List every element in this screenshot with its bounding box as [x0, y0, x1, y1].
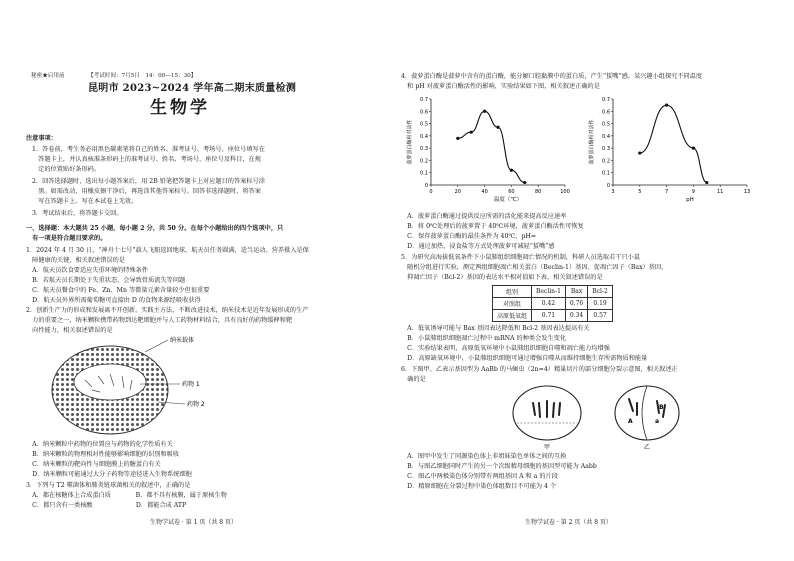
table-cell: 0.71	[532, 310, 566, 322]
cell-division-figure	[497, 383, 697, 451]
x-axis-label: 温度（℃）	[493, 197, 523, 203]
table-header-row	[493, 286, 613, 298]
table-cell: 0.34	[565, 310, 587, 322]
data-point	[470, 131, 473, 134]
x-tick-label: 7	[665, 189, 669, 195]
series-line	[640, 105, 707, 182]
notes-heading: 注意事项：	[26, 135, 57, 142]
question-2-stem: 2．创新生产力的形成和发展离不开创新。实践主方法，不断改进技术，纳米技术是近年发展形成的生产	[26, 307, 309, 314]
note-line: 定的位置贴好条形码。	[32, 166, 101, 173]
option: D．纳米颗粒可能通过大分子药物等途径进入生物系统细胞	[26, 471, 192, 478]
table-cell: 高原低氧组	[493, 310, 532, 322]
y-tick-label: 0.6	[602, 109, 610, 116]
x-tick-label: 13	[743, 189, 751, 195]
temperature-chart	[405, 93, 575, 208]
x-tick-label: 3	[611, 189, 615, 195]
x-tick-label: 0	[429, 189, 433, 195]
y-axis-label: 菠萝蛋白酶相对活性	[589, 119, 595, 165]
x-tick-label: 20	[454, 189, 461, 195]
y-tick-label: 0.3	[602, 146, 610, 153]
nanoparticle-core	[74, 364, 146, 400]
y-tick-label: 0.2	[420, 158, 428, 165]
x-tick-label: 80	[535, 189, 542, 195]
x-tick-label: 40	[481, 189, 488, 195]
y-tick-label: 0	[424, 183, 428, 189]
note-line: 答题卡上，并认真核准条形码上的准考证号、姓名、考场号、座位号及科目，在规	[32, 156, 261, 163]
figure-label: 药物 1	[182, 381, 200, 388]
option: B．将 0℃处理后的菠萝置于 40℃环境，菠萝蛋白酶活性可恢复	[401, 223, 584, 230]
secret-label: 秘密★启用前	[31, 73, 65, 79]
option: C．航天员餐食中的 Fe、Zn、Mn 等微量元素含量较少但很重要	[26, 287, 210, 294]
x-tick-label: 60	[508, 189, 515, 195]
nanoparticle-figure	[40, 332, 240, 440]
x-tick-label: 5	[638, 189, 642, 195]
x-axis-label: pH	[686, 197, 694, 203]
page-right	[397, 0, 794, 561]
y-tick-label: 0.1	[602, 170, 610, 177]
question-6-stem: 6．下图甲、乙表示基因型为 AaBb 的马蛔虫（2n=4）精巢切片的部分细胞分裂示意图，相关叙述正	[401, 366, 678, 373]
exam-time: 【考试时间：7月5日 14：00—15：30】	[88, 73, 197, 79]
expression-table	[492, 285, 613, 322]
exam-title: 昆明市 2023~2024 学年高二期末质量检测	[88, 83, 297, 94]
figure-label: 乙	[644, 444, 651, 451]
question-4-stem: 4．菠萝蛋白酶是菠萝中含有的蛋白酶，能分解口腔黏膜中的蛋白质，产生“蜇嘴”感，某兴趣小组探究不同温度	[401, 73, 703, 80]
question-6-stem: 确的是	[401, 376, 426, 383]
y-tick-label: 0.7	[602, 97, 610, 103]
y-tick-label: 0.7	[420, 97, 428, 103]
svg-text:a: a	[655, 418, 660, 425]
table-header-cell: Bax	[565, 286, 587, 298]
data-point	[692, 147, 695, 150]
x-tick-label: 100	[560, 189, 570, 195]
data-point	[523, 181, 526, 184]
figure-label: 甲	[544, 444, 551, 451]
page-footer: 生物学试卷 · 第 2 页（共 8 页）	[525, 519, 612, 526]
chromosomes-jia	[533, 401, 560, 417]
option: A．都在核糖体上合成蛋白质 B．都不具有核膜，属于原核生物	[26, 492, 227, 499]
y-tick-label: 0	[606, 183, 610, 189]
table-row	[493, 298, 613, 310]
data-point	[665, 104, 668, 107]
question-3-stem: 3．下列与 T2 噬菌体和肺炎链球菌相关的叙述中，正确的是	[26, 482, 191, 489]
option: A．纳米颗粒中药物的位置应与药物的化学性质有关	[26, 441, 173, 448]
table-header-cell: 组别	[493, 286, 532, 298]
section-heading: 一、选择题：本大题共 25 小题，每小题 2 分，共 50 分。在每个小题给出的四个选项中，只	[26, 225, 284, 232]
table-header-cell: Bcl-2	[588, 286, 613, 298]
option: C．都只含有一类核酸 D．都能合成 ATP	[26, 502, 187, 509]
table-cell: 0.42	[532, 298, 566, 310]
note-line: 2．回答选择题时，选出每小题答案后，用 2B 铅笔把答题卡上对应题目的答案标号涂	[32, 178, 265, 185]
page-footer: 生物学试卷 · 第 1 页（共 8 页）	[150, 519, 237, 526]
table-cell: 0.19	[588, 298, 613, 310]
y-tick-label: 0.6	[420, 109, 428, 116]
table-cell: 0.57	[588, 310, 613, 322]
option: A．菠萝蛋白酶通过提供反应所需的活化能来提高反应速率	[401, 213, 567, 220]
data-point	[483, 110, 486, 113]
x-tick-label: 9	[691, 189, 695, 195]
option: A．航天员饮食要适应失重环境的特殊条件	[26, 267, 149, 274]
option: C．纳米颗粒的靶向性与细胞膜上的糖蛋白有关	[26, 461, 161, 468]
option: C．实验结果表明，高原低氧环境中小鼠肺组织细胞自噬和凋亡能力均增强	[401, 345, 610, 352]
data-point	[638, 151, 641, 154]
option: D．精原细胞在分裂过程中染色体组数目不可能为 4 个	[401, 483, 557, 490]
option: B．若航天员长期处于失重状态，会导致骨质流失等问题	[26, 277, 186, 284]
y-tick-label: 0.2	[602, 158, 610, 165]
option: D．高原缺氧环境中，小鼠肺组织细胞可通过增强自噬从而维持细胞生存所需物质和能量	[401, 355, 648, 362]
svg-text:B: B	[659, 404, 664, 411]
option: B．与图乙细胞同时产生的另一个次级精母细胞的基因型可能为 Aabb	[401, 463, 597, 470]
y-tick-label: 0.4	[420, 133, 428, 140]
data-point	[496, 126, 499, 129]
y-tick-label: 0.5	[420, 121, 428, 128]
option: C．图乙中两极染色体分别带有两组基因 A 和 a 的片段	[401, 473, 558, 480]
option: D．通过加热、浸食盐等方式处理菠萝可减轻“蜇嘴”感	[401, 243, 555, 250]
x-tick-label: 11	[717, 189, 724, 195]
question-2-stem: 力的重要之一，纳米颗粒携带药物到达靶细胞并与人工药物材料结合，具有良好的药物缓释和靶	[26, 317, 293, 324]
cell-yi	[615, 386, 679, 440]
y-tick-label: 0.3	[420, 146, 428, 153]
figure-label: 纳米载体	[170, 337, 195, 344]
question-1-stem: 障健康的关键，相关叙述错误的是	[26, 257, 125, 264]
y-tick-label: 0.4	[602, 133, 610, 140]
question-1-stem: 1．2024 年 4 月 30 日，“神舟十七号”载人飞船返回地球，航天员任务圆满，适当运动、营养摄入是保	[26, 247, 309, 254]
question-5-stem: 5．为研究高海拔低氧条件下小鼠肺组织细胞凋亡情况的机制，科研人员选取若干只小鼠	[401, 254, 641, 261]
option: A．图甲中发生了同源染色体上非姐妹染色单体之间的互换	[401, 453, 567, 460]
subject-title: 生物学	[150, 98, 210, 118]
note-line: 黑。如需改动，用橡皮擦干净后，再选涂其他答案标号。回答非选择题时，将答案	[32, 188, 261, 195]
ph-chart	[587, 93, 757, 208]
y-axis-label: 菠萝蛋白酶相对活性	[407, 119, 413, 165]
data-point	[510, 169, 513, 172]
table-cell: 0.76	[565, 298, 587, 310]
option: C．保存菠萝蛋白酶的最佳条件为 40℃，pH=	[401, 233, 537, 240]
data-point	[456, 137, 459, 140]
option: B．纳米颗粒的物理相对性能够影响细胞的识别和吸收	[26, 451, 180, 458]
data-point	[705, 181, 708, 184]
question-2-stem: 向性能力，相关叙述错误的是	[26, 327, 113, 334]
question-4-stem: 和 pH 对菠萝蛋白酶活性的影响，实验结果如下图，相关叙述正确的是	[401, 83, 600, 90]
figure-label: 药物 2	[187, 401, 205, 408]
section-heading: 有一项是符合题目要求的。	[26, 235, 107, 242]
callout-line	[145, 340, 168, 352]
note-line: 1．答卷前，考生务必用黑色碳素笔将自己的姓名、准考证号、考场号、座位号填写在	[32, 146, 265, 153]
option: A．低氧诱导可能与 Bax 基因表达降低和 Bcl-2 基因表达提高有关	[401, 325, 590, 332]
note-line: 3．考试结束后，将答题卡交回。	[32, 210, 123, 217]
option: B．小鼠肺组织细胞凋亡过程中 mRNA 的种类会发生变化	[401, 335, 567, 342]
series-line	[458, 111, 525, 182]
table-row	[493, 310, 613, 322]
question-5-stem: 随机分组进行实验，测定两组细胞凋亡相关蛋白（Beclin-1）基因、促凋亡因子（Bax）基因、	[401, 264, 668, 271]
note-line: 写在答题卡上。写在本试卷上无效。	[32, 198, 138, 205]
option: D．航天员外界所需葡萄糖可直接由 D 的食物来源经吸收获得	[26, 297, 201, 304]
question-5-stem: 抑凋亡因子（Bcl-2）基因的表达水平相对值如下表，相关叙述错误的是	[401, 274, 603, 281]
y-tick-label: 0.1	[420, 170, 428, 177]
svg-text:A: A	[628, 418, 633, 425]
table-cell: 对照组	[493, 298, 532, 310]
table-header-cell: Beclin-1	[532, 286, 566, 298]
y-tick-label: 0.5	[602, 121, 610, 128]
